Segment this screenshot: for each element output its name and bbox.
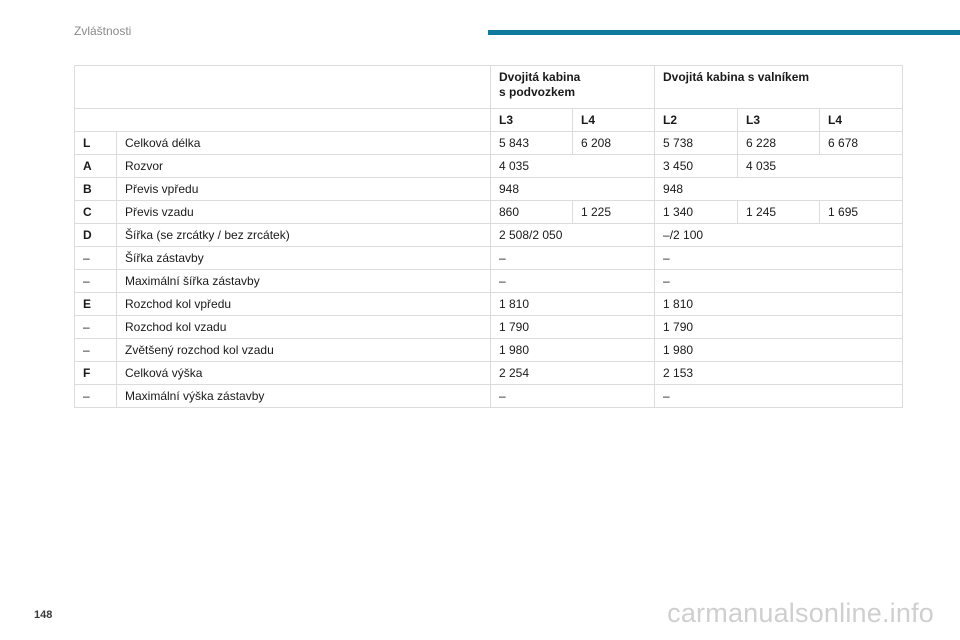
table-row: [75, 201, 903, 224]
row-value: 948: [491, 178, 655, 201]
subheader-empty-cell: [75, 109, 491, 132]
row-value: 860: [491, 201, 573, 224]
row-label: Šířka (se zrcátky / bez zrcátek): [117, 224, 491, 247]
row-value: –: [491, 385, 655, 408]
row-code: –: [75, 316, 117, 339]
row-code: L: [75, 132, 117, 155]
row-code: –: [75, 339, 117, 362]
row-value: 4 035: [738, 155, 903, 178]
table-row: [75, 362, 903, 385]
row-value: –: [655, 270, 903, 293]
row-value: 1 225: [573, 201, 655, 224]
row-label: Převis vpředu: [117, 178, 491, 201]
row-code: F: [75, 362, 117, 385]
row-code: –: [75, 247, 117, 270]
row-value: –: [655, 385, 903, 408]
group-header-label: Dvojitá kabina s valníkem: [663, 70, 810, 84]
row-value: 1 810: [655, 293, 903, 316]
row-label: Zvětšený rozchod kol vzadu: [117, 339, 491, 362]
row-value: –: [491, 247, 655, 270]
row-value: 1 790: [491, 316, 655, 339]
row-value: 2 153: [655, 362, 903, 385]
subheader-cell: L3: [738, 109, 820, 132]
row-value: 948: [655, 178, 903, 201]
row-value: 1 790: [655, 316, 903, 339]
row-label: Rozvor: [117, 155, 491, 178]
subheader-cell: L2: [655, 109, 738, 132]
watermark: carmanualsonline.info: [667, 598, 934, 628]
row-value: 1 695: [820, 201, 903, 224]
group-header-chassis-cab: [491, 66, 655, 109]
row-value: 5 738: [655, 132, 738, 155]
row-value: 2 508/2 050: [491, 224, 655, 247]
row-value: –/2 100: [655, 224, 903, 247]
row-label: Rozchod kol vzadu: [117, 316, 491, 339]
table-row: [75, 339, 903, 362]
row-code: B: [75, 178, 117, 201]
table-row: [75, 247, 903, 270]
subheader-cell: L4: [573, 109, 655, 132]
row-value: 6 208: [573, 132, 655, 155]
row-value: –: [655, 247, 903, 270]
row-code: C: [75, 201, 117, 224]
row-value: 5 843: [491, 132, 573, 155]
row-value: 6 678: [820, 132, 903, 155]
header-empty-cell: [75, 66, 491, 109]
row-label: Celková výška: [117, 362, 491, 385]
dimensions-table: [74, 65, 903, 408]
header-accent-bar: [488, 30, 960, 35]
row-value: 2 254: [491, 362, 655, 385]
row-code: E: [75, 293, 117, 316]
table-row: [75, 270, 903, 293]
table-subheader-row: [75, 109, 903, 132]
table-row: [75, 155, 903, 178]
table-row: [75, 224, 903, 247]
row-code: D: [75, 224, 117, 247]
table-row: [75, 132, 903, 155]
row-label: Převis vzadu: [117, 201, 491, 224]
subheader-cell: L3: [491, 109, 573, 132]
row-value: –: [491, 270, 655, 293]
group-header-dropside: [655, 66, 903, 109]
row-value: 1 980: [655, 339, 903, 362]
table-row: [75, 293, 903, 316]
row-value: 1 245: [738, 201, 820, 224]
row-value: 1 810: [491, 293, 655, 316]
row-label: Šířka zástavby: [117, 247, 491, 270]
table-row: [75, 178, 903, 201]
row-label: Rozchod kol vpředu: [117, 293, 491, 316]
row-code: –: [75, 385, 117, 408]
table-row: [75, 316, 903, 339]
row-code: –: [75, 270, 117, 293]
row-label: Maximální šířka zástavby: [117, 270, 491, 293]
page-number: 148: [34, 609, 53, 621]
row-value: 1 980: [491, 339, 655, 362]
section-title: Zvláštnosti: [74, 24, 132, 38]
table-row: [75, 385, 903, 408]
table-header-row: [75, 66, 903, 109]
group-header-label: Dvojitá kabina s podvozkem: [499, 70, 581, 99]
row-value: 4 035: [491, 155, 655, 178]
row-label: Celková délka: [117, 132, 491, 155]
row-label: Maximální výška zástavby: [117, 385, 491, 408]
row-value: 3 450: [655, 155, 738, 178]
row-value: 6 228: [738, 132, 820, 155]
row-value: 1 340: [655, 201, 738, 224]
row-code: A: [75, 155, 117, 178]
subheader-cell: L4: [820, 109, 903, 132]
